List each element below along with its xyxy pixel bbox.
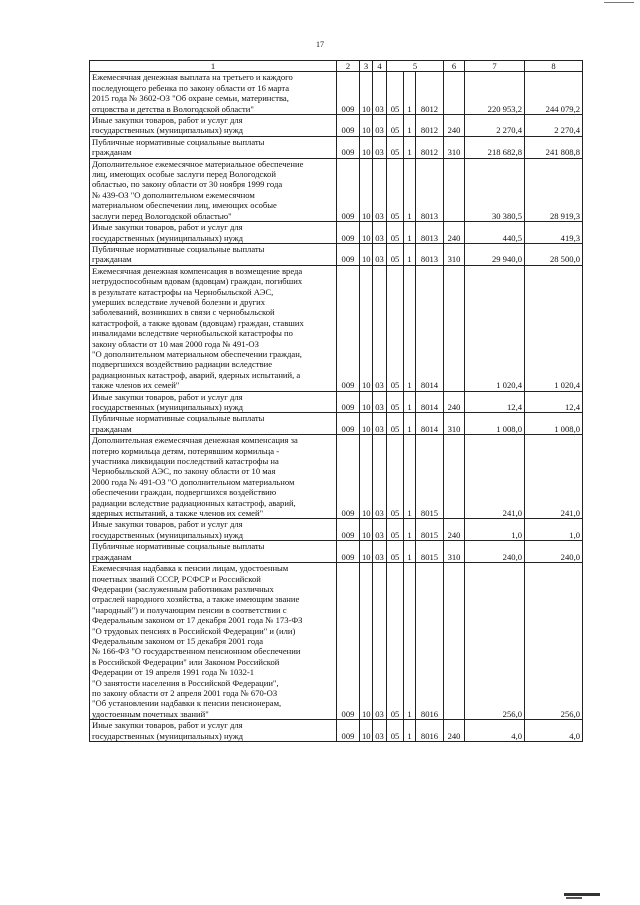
table-row [90, 115, 583, 137]
row-cell-c2: 009 [337, 413, 360, 435]
row-cell-c2: 009 [337, 115, 360, 137]
row-cell-c7: 240,0 [465, 541, 525, 563]
row-cell-c4: 03 [373, 136, 387, 158]
row-cell-c4: 03 [373, 541, 387, 563]
row-cell-c3: 10 [360, 158, 373, 221]
row-description [90, 136, 337, 158]
row-cell-c5c: 8012 [416, 115, 444, 137]
row-cell-c5c: 8014 [416, 391, 444, 413]
table-row [90, 413, 583, 435]
row-cell-c3: 10 [360, 243, 373, 265]
row-cell-c5a: 05 [387, 720, 404, 742]
row-cell-c7: 241,0 [465, 435, 525, 519]
row-description [90, 72, 337, 115]
row-cell-c5b: 1 [404, 435, 416, 519]
row-cell-c5b: 1 [404, 391, 416, 413]
row-cell-c5c: 8015 [416, 519, 444, 541]
row-description-text: Иные закупки товаров, работ и услуг для государственных (муниципальных) нужд [92, 519, 244, 540]
row-cell-c2: 009 [337, 541, 360, 563]
row-cell-c2: 009 [337, 222, 360, 244]
row-description [90, 541, 337, 563]
table-row [90, 541, 583, 563]
table-row [90, 563, 583, 720]
row-cell-c2: 009 [337, 435, 360, 519]
row-cell-c6: 310 [444, 136, 465, 158]
table-row [90, 72, 583, 115]
row-cell-c8: 1 020,4 [525, 265, 583, 391]
table-row [90, 265, 583, 391]
footer-mark [566, 897, 582, 899]
row-cell-c5b: 1 [404, 158, 416, 221]
row-cell-c3: 10 [360, 265, 373, 391]
row-description-text: Иные закупки товаров, работ и услуг для государственных (муниципальных) нужд [92, 222, 244, 243]
row-description-text: Дополнительное ежемесячное материальное обеспечение лиц, имеющих особые заслуги перед Вологодской областью, по закону области от 30 ноября 1999 года № 439-ОЗ "О дополнительном ежемесячном материальном обеспечении лиц, имеющих особые заслуги перед Вологодской областью" [92, 158, 304, 221]
budget-table [89, 60, 583, 742]
row-cell-c5a: 05 [387, 413, 404, 435]
table-row [90, 720, 583, 742]
row-cell-c2: 009 [337, 136, 360, 158]
row-description [90, 563, 337, 720]
row-cell-c5c: 8014 [416, 413, 444, 435]
row-description [90, 243, 337, 265]
row-cell-c8: 244 079,2 [525, 72, 583, 115]
row-cell-c3: 10 [360, 222, 373, 244]
row-cell-c6: 240 [444, 222, 465, 244]
header-cell: 8 [525, 61, 583, 72]
row-cell-c4: 03 [373, 413, 387, 435]
row-cell-c5a: 05 [387, 435, 404, 519]
row-description [90, 519, 337, 541]
row-cell-c5c: 8015 [416, 435, 444, 519]
row-cell-c7: 440,5 [465, 222, 525, 244]
row-cell-c5c: 8016 [416, 720, 444, 742]
table-row [90, 243, 583, 265]
row-cell-c8: 256,0 [525, 563, 583, 720]
table-row [90, 435, 583, 519]
row-cell-c4: 03 [373, 72, 387, 115]
table-row [90, 519, 583, 541]
row-cell-c5c: 8012 [416, 136, 444, 158]
row-cell-c5b: 1 [404, 413, 416, 435]
row-cell-c4: 03 [373, 519, 387, 541]
row-cell-c2: 009 [337, 720, 360, 742]
row-cell-c5b: 1 [404, 265, 416, 391]
row-description-text: Иные закупки товаров, работ и услуг для государственных (муниципальных) нужд [92, 720, 244, 741]
row-cell-c5c: 8014 [416, 265, 444, 391]
row-cell-c7: 1,0 [465, 519, 525, 541]
row-cell-c4: 03 [373, 243, 387, 265]
row-description-text: Публичные нормативные социальные выплаты гражданам [92, 136, 265, 158]
row-cell-c8: 28 500,0 [525, 243, 583, 265]
row-cell-c6: 310 [444, 541, 465, 563]
row-cell-c3: 10 [360, 720, 373, 742]
row-cell-c8: 4,0 [525, 720, 583, 742]
row-cell-c3: 10 [360, 136, 373, 158]
row-cell-c3: 10 [360, 541, 373, 563]
row-cell-c4: 03 [373, 435, 387, 519]
row-cell-c4: 03 [373, 265, 387, 391]
row-description-text: Иные закупки товаров, работ и услуг для государственных (муниципальных) нужд [92, 115, 244, 136]
row-cell-c6 [444, 72, 465, 115]
header-cell: 1 [90, 61, 337, 72]
row-cell-c3: 10 [360, 435, 373, 519]
row-cell-c5a: 05 [387, 72, 404, 115]
corner-mark [604, 2, 634, 3]
row-cell-c8: 419,3 [525, 222, 583, 244]
row-cell-c8: 28 919,3 [525, 158, 583, 221]
row-description [90, 391, 337, 413]
row-cell-c5b: 1 [404, 115, 416, 137]
row-description-text: Ежемесячная денежная компенсация в возмещение вреда нетрудоспособным вдовам (вдовцам) граждан, погибших в результате катастрофы на Чернобыльской АЭС, умерших вследствие лучевой болезни и других заболеваний, возникших в связи с чернобыльской катастрофой, а также вдовам (вдовцам) граждан, ставших инвалидами вследствие чернобыльской катастрофы по закону области от 10 мая 2000 года № 491-ОЗ "О дополнительном материальном обеспечении граждан, подвергшихся воздействию радиации вследствие радиационных катастроф, аварий, ядерных испытаний, а также членов их семей" [92, 265, 304, 391]
row-cell-c8: 1 008,0 [525, 413, 583, 435]
row-cell-c6: 240 [444, 519, 465, 541]
table-row [90, 136, 583, 158]
row-cell-c5c: 8013 [416, 158, 444, 221]
row-cell-c7: 1 020,4 [465, 265, 525, 391]
row-cell-c5a: 05 [387, 265, 404, 391]
row-cell-c2: 009 [337, 265, 360, 391]
row-cell-c7: 29 940,0 [465, 243, 525, 265]
header-cell: 4 [373, 61, 387, 72]
row-cell-c3: 10 [360, 391, 373, 413]
header-cell: 7 [465, 61, 525, 72]
row-cell-c8: 12,4 [525, 391, 583, 413]
table-row [90, 391, 583, 413]
row-cell-c5b: 1 [404, 72, 416, 115]
row-cell-c7: 4,0 [465, 720, 525, 742]
row-cell-c4: 03 [373, 115, 387, 137]
row-cell-c5a: 05 [387, 136, 404, 158]
row-cell-c5b: 1 [404, 519, 416, 541]
row-description [90, 265, 337, 391]
row-description [90, 158, 337, 221]
row-cell-c6: 310 [444, 243, 465, 265]
row-cell-c7: 256,0 [465, 563, 525, 720]
row-cell-c2: 009 [337, 243, 360, 265]
row-cell-c4: 03 [373, 158, 387, 221]
row-description-text: Публичные нормативные социальные выплаты гражданам [92, 413, 265, 434]
row-cell-c6: 240 [444, 720, 465, 742]
row-cell-c5a: 05 [387, 222, 404, 244]
header-cell: 2 [337, 61, 360, 72]
row-cell-c4: 03 [373, 563, 387, 720]
row-cell-c5c: 8016 [416, 563, 444, 720]
row-description-text: Иные закупки товаров, работ и услуг для государственных (муниципальных) нужд [92, 391, 244, 412]
header-cell: 6 [444, 61, 465, 72]
header-row [90, 61, 583, 72]
row-cell-c4: 03 [373, 720, 387, 742]
row-cell-c5c: 8012 [416, 72, 444, 115]
row-cell-c5b: 1 [404, 136, 416, 158]
row-cell-c7: 30 380,5 [465, 158, 525, 221]
row-cell-c2: 009 [337, 158, 360, 221]
row-cell-c8: 240,0 [525, 541, 583, 563]
row-cell-c5a: 05 [387, 115, 404, 137]
row-description-text: Ежемесячная денежная выплата на третьего и каждого последующего ребенка по закону области от 16 марта 2015 года № 3602-ОЗ "Об охране семьи, материнства, отцовства и детства в Вологодской области" [92, 72, 293, 114]
table-row [90, 222, 583, 244]
row-cell-c3: 10 [360, 519, 373, 541]
row-cell-c7: 12,4 [465, 391, 525, 413]
row-cell-c2: 009 [337, 391, 360, 413]
row-cell-c5b: 1 [404, 243, 416, 265]
row-cell-c8: 241,0 [525, 435, 583, 519]
row-cell-c4: 03 [373, 222, 387, 244]
row-cell-c5a: 05 [387, 391, 404, 413]
row-cell-c6: 240 [444, 115, 465, 137]
row-cell-c8: 2 270,4 [525, 115, 583, 137]
row-description [90, 413, 337, 435]
row-cell-c5c: 8013 [416, 222, 444, 244]
footer-mark [564, 893, 600, 896]
row-cell-c7: 220 953,2 [465, 72, 525, 115]
row-cell-c8: 1,0 [525, 519, 583, 541]
row-cell-c6 [444, 563, 465, 720]
row-description-text: Публичные нормативные социальные выплаты гражданам [92, 243, 265, 265]
row-cell-c5a: 05 [387, 243, 404, 265]
row-cell-c3: 10 [360, 563, 373, 720]
row-cell-c5c: 8015 [416, 541, 444, 563]
row-cell-c4: 03 [373, 391, 387, 413]
row-cell-c6: 310 [444, 413, 465, 435]
row-cell-c3: 10 [360, 72, 373, 115]
row-cell-c6 [444, 158, 465, 221]
row-cell-c7: 218 682,8 [465, 136, 525, 158]
row-cell-c2: 009 [337, 519, 360, 541]
row-description [90, 720, 337, 742]
row-cell-c5b: 1 [404, 541, 416, 563]
row-description [90, 115, 337, 137]
row-cell-c5b: 1 [404, 720, 416, 742]
row-description-text: Ежемесячная надбавка к пенсии лицам, удостоенным почетных званий СССР, РСФСР и Российской Федерации (заслуженным работникам различных отраслей народного хозяйства, а также имеющим звание "народный") и получающим пенсии в соответствии с Федеральным законом от 17 декабря 2001 года № 173-ФЗ "О трудовых пенсиях в Российской Федерации" и (или) Федеральным законом от 15 декабря 2001 года № 166-ФЗ "О государственном пенсионном обеспечении в Российской Федерации" или Законом Российской Федерации от 19 апреля 1991 года № 1032-1 "О занятости населения в Российской Федерации", по закону области от 2 апреля 2001 года № 670-ОЗ "Об установлении надбавки к пенсии пенсионерам, удостоенным почетных званий" [92, 563, 303, 719]
row-cell-c5b: 1 [404, 563, 416, 720]
row-description-text: Дополнительная ежемесячная денежная компенсация за потерю кормильца детям, потерявшим кормильца - участника ликвидации последствий катастрофы на Чернобыльской АЭС, по закону области от 10 мая 2000 года № 491-ОЗ "О дополнительном материальном обеспечении граждан, подвергшихся воздействию радиации вследствие радиационных катастроф, аварий, ядерных испытаний, а также членов их семей" [92, 435, 298, 519]
row-cell-c7: 1 008,0 [465, 413, 525, 435]
row-cell-c6 [444, 435, 465, 519]
row-cell-c5c: 8013 [416, 243, 444, 265]
row-cell-c2: 009 [337, 72, 360, 115]
row-cell-c2: 009 [337, 563, 360, 720]
page-number: 17 [316, 40, 324, 49]
row-cell-c8: 241 808,8 [525, 136, 583, 158]
row-cell-c5a: 05 [387, 519, 404, 541]
table-row [90, 158, 583, 221]
row-cell-c5b: 1 [404, 222, 416, 244]
header-cell: 3 [360, 61, 373, 72]
row-cell-c6 [444, 265, 465, 391]
row-cell-c5a: 05 [387, 158, 404, 221]
row-cell-c3: 10 [360, 413, 373, 435]
row-description [90, 435, 337, 519]
row-cell-c6: 240 [444, 391, 465, 413]
row-cell-c5a: 05 [387, 563, 404, 720]
row-cell-c7: 2 270,4 [465, 115, 525, 137]
row-cell-c3: 10 [360, 115, 373, 137]
row-cell-c5a: 05 [387, 541, 404, 563]
header-cell: 5 [387, 61, 444, 72]
row-description [90, 222, 337, 244]
row-description-text: Публичные нормативные социальные выплаты гражданам [92, 541, 265, 562]
